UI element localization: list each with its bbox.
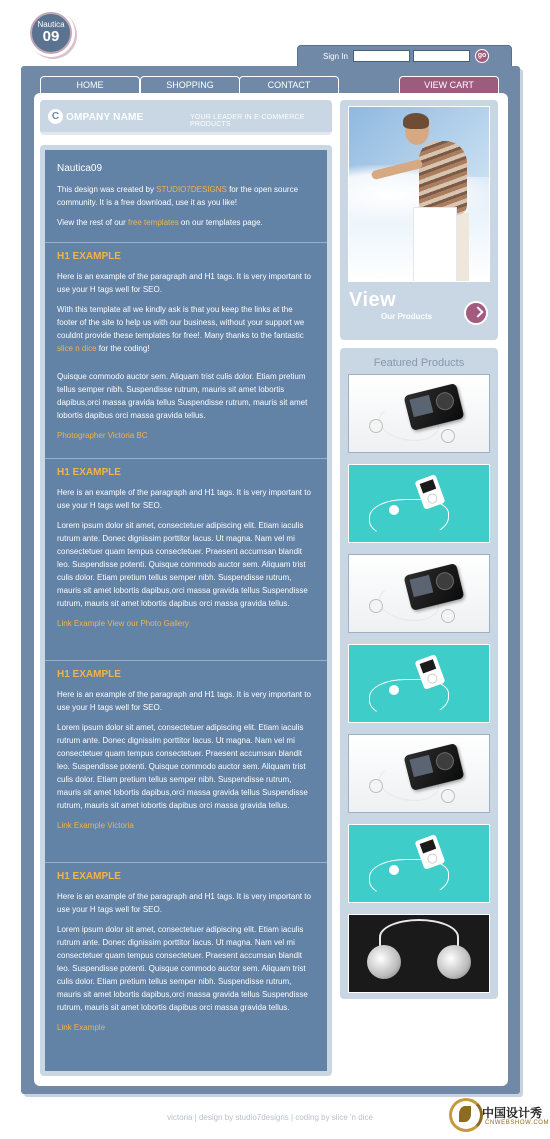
- content-area: [34, 93, 508, 1086]
- product-thumbnail[interactable]: [348, 374, 490, 453]
- earbud-icon: [441, 789, 455, 803]
- player-screen: [410, 755, 434, 777]
- featured-title: Featured Products: [373, 357, 465, 369]
- company-initial: C: [48, 109, 63, 124]
- section-paragraph: Here is an example of the paragraph and H1 tags. It is very important to use your H tags well for SEO.: [57, 488, 311, 510]
- earbud-icon: [441, 429, 455, 443]
- content-section-2: [45, 458, 327, 628]
- content-section-3: [45, 660, 327, 830]
- section-link[interactable]: Link Example: [57, 1023, 106, 1032]
- studio7designs-link[interactable]: STUDIO7DESIGNS: [156, 185, 227, 194]
- promo-our-products-label: Our Products: [381, 312, 433, 321]
- mp3-player-icon: [403, 383, 464, 431]
- main-content: [40, 145, 332, 1076]
- shopper-photo: [348, 106, 490, 282]
- player-wheel: [434, 390, 456, 412]
- nav-tab-shopping[interactable]: SHOPPING: [140, 76, 240, 94]
- nav-tab-contact[interactable]: CONTACT: [239, 76, 339, 94]
- product-thumbnail[interactable]: [348, 914, 490, 993]
- watermark-subtext: CNWEBSHOW.COM: [485, 1120, 550, 1126]
- player-screen: [420, 659, 437, 673]
- product-thumbnail[interactable]: [348, 824, 490, 903]
- company-tagline: YOUR LEADER IN E-COMMERCE PRODUCTS: [190, 114, 305, 128]
- section-paragraph: Quisque commodo auctor sem. Aliquam trist culis dolor. Etiam pretium tellus semper nibh. Suspendisse rutrum, mauris sit amet lobortis dapibus,orci massa gravida tellus Suspendisse rutrum, mauris sit amet lobortis dapibus orci massa gravida tellus.: [57, 372, 308, 420]
- product-thumbnail[interactable]: [348, 464, 490, 543]
- site-logo[interactable]: [27, 9, 75, 57]
- slice-n-dice-link[interactable]: slice n dice: [57, 344, 97, 353]
- logo-number: 09: [42, 28, 60, 45]
- section-paragraph: With this template all we kindly ask is that you keep the links at the footer of the site to help us with our business, without your support we couldnt provide these templates for free!. Many thanks to the fantastic slice n dice for the coding!: [57, 305, 305, 353]
- content-section-1: [45, 242, 327, 440]
- player-screen: [420, 479, 437, 493]
- content-section-4: [45, 862, 327, 1032]
- intro-paragraph-1: This design was created by STUDIO7DESIGNS for the open source community. It is a free download, use it as you like!: [57, 185, 299, 207]
- section-heading: H1 EXAMPLE: [57, 669, 121, 680]
- player-wheel: [434, 750, 456, 772]
- intro-title: Nautica09: [57, 163, 103, 174]
- earbud-icon: [389, 505, 399, 515]
- player-screen: [410, 575, 434, 597]
- free-templates-link[interactable]: free templates: [128, 218, 179, 227]
- player-screen: [420, 839, 437, 853]
- section-link[interactable]: Link Example Victoria: [57, 821, 134, 830]
- signin-label: Sign In: [323, 52, 348, 61]
- watermark-text: 中国设计秀: [482, 1106, 543, 1120]
- section-paragraph: Here is an example of the paragraph and H1 tags. It is very important to use your H tags well for SEO.: [57, 272, 311, 294]
- featured-products: [340, 348, 498, 999]
- earbud-icon: [389, 685, 399, 695]
- promo-view-label: View: [349, 289, 397, 311]
- section-paragraph: Lorem ipsum dolor sit amet, consectetuer adipiscing elit. Etiam iaculis rutrum ante. Donec dignissim porttitor lacus. Ut magna. Nam vel mi consectetuer quam tempus consectetuer. Praesent accumsan blandit leo. Suspendisse potenti. Quisque commodo auctor sem. Aliquam trist culis dolor. Etiam pretium tellus semper nibh. Suspendisse rutrum, mauris sit amet lobortis dapibus,orci massa gravida tellus Suspendisse rutrum, mauris sit amet lobortis dapibus orci massa gravida tellus.: [57, 723, 308, 810]
- photo-shopping-bag: [413, 207, 457, 282]
- mp3-player-icon: [403, 563, 464, 611]
- view-products-promo[interactable]: [340, 100, 498, 340]
- earbud-icon: [441, 609, 455, 623]
- earbud-icon: [437, 945, 471, 979]
- company-name: OMPANY NAME: [66, 112, 144, 123]
- product-thumbnail[interactable]: [348, 644, 490, 723]
- signin-bar: [297, 45, 512, 67]
- photo-hair: [403, 113, 429, 129]
- watermark-leaf-icon: [459, 1106, 471, 1122]
- logo-badge: [30, 12, 72, 54]
- signin-username-input[interactable]: [353, 50, 410, 62]
- earbud-icon: [369, 419, 383, 433]
- content-panel: [45, 150, 327, 1071]
- player-wheel: [434, 570, 456, 592]
- player-wheel: [426, 852, 439, 865]
- watermark-logo: [449, 1098, 550, 1134]
- earbud-icon: [367, 945, 401, 979]
- player-wheel: [426, 492, 439, 505]
- player-wheel: [426, 672, 439, 685]
- arrow-right-icon[interactable]: [464, 301, 488, 325]
- section-paragraph: Lorem ipsum dolor sit amet, consectetuer adipiscing elit. Etiam iaculis rutrum ante. Donec dignissim porttitor lacus. Ut magna. Nam vel mi consectetuer quam tempus consectetuer. Praesent accumsan blandit leo. Suspendisse potenti. Quisque commodo auctor sem. Aliquam trist culis dolor. Etiam pretium tellus semper nibh. Suspendisse rutrum, mauris sit amet lobortis dapibus,orci massa gravida tellus Suspendisse rutrum, mauris sit amet lobortis dapibus orci massa gravida tellus.: [57, 521, 308, 608]
- earbud-icon: [369, 779, 383, 793]
- logo-name: Nautica: [37, 20, 65, 29]
- signin-password-input[interactable]: [413, 50, 470, 62]
- company-banner: [40, 100, 332, 135]
- section-link[interactable]: Link Example View our Photo Gallery: [57, 619, 189, 628]
- section-heading: H1 EXAMPLE: [57, 871, 121, 882]
- product-thumbnail[interactable]: [348, 554, 490, 633]
- player-screen: [410, 395, 434, 417]
- main-frame: [21, 66, 520, 1094]
- earbud-icon: [369, 599, 383, 613]
- section-heading: H1 EXAMPLE: [57, 467, 121, 478]
- nav-tab-view-cart[interactable]: VIEW CART: [399, 76, 499, 94]
- section-paragraph: Here is an example of the paragraph and H1 tags. It is very important to use your H tags well for SEO.: [57, 892, 311, 914]
- section-paragraph: Here is an example of the paragraph and H1 tags. It is very important to use your H tags well for SEO.: [57, 690, 311, 712]
- mp3-player-icon: [403, 743, 464, 791]
- section-link[interactable]: Photographer Victoria BC: [57, 431, 148, 440]
- intro-paragraph-2: View the rest of our free templates on our templates page.: [57, 218, 263, 227]
- section-heading: H1 EXAMPLE: [57, 251, 121, 262]
- signin-go-button[interactable]: go: [475, 49, 489, 63]
- nav-tab-home[interactable]: HOME: [40, 76, 140, 94]
- earbud-icon: [389, 865, 399, 875]
- section-paragraph: Lorem ipsum dolor sit amet, consectetuer adipiscing elit. Etiam iaculis rutrum ante. Donec dignissim porttitor lacus. Ut magna. Nam vel mi consectetuer quam tempus consectetuer. Praesent accumsan blandit leo. Suspendisse potenti. Quisque commodo auctor sem. Aliquam trist culis dolor. Etiam pretium tellus semper nibh. Suspendisse rutrum, mauris sit amet lobortis dapibus,orci massa gravida tellus Suspendisse rutrum, mauris sit amet lobortis dapibus orci massa gravida tellus.: [57, 925, 308, 1012]
- photo-shopper-body: [419, 141, 467, 215]
- intro-section: [45, 150, 327, 236]
- footer-credits: victoria | design by studio7designs | coding by slice 'n dice: [167, 1113, 373, 1122]
- product-thumbnail[interactable]: [348, 734, 490, 813]
